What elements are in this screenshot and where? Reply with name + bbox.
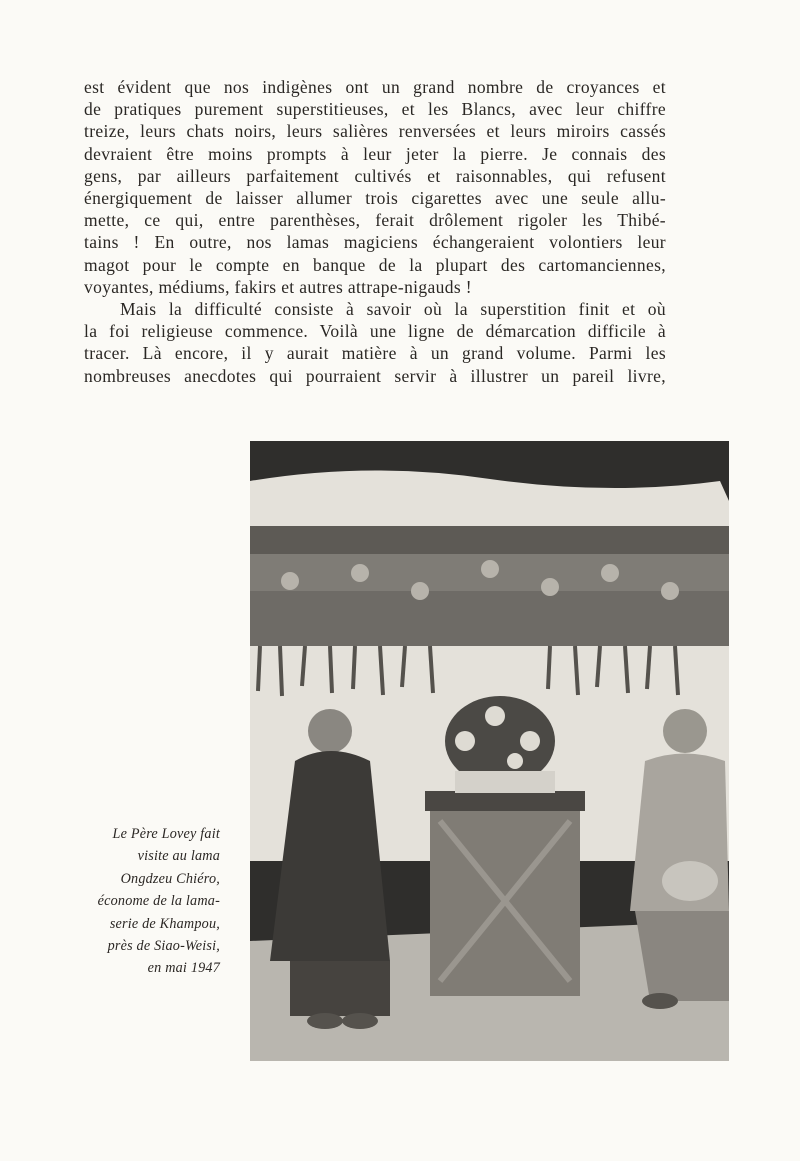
caption-line: en mai 1947 (147, 960, 220, 977)
body-text (84, 76, 666, 387)
photo-flowers (445, 696, 555, 793)
caption-line: serie de Khampou, (109, 915, 220, 932)
body-text-line: de pratiques purement superstitieuses, et les Blancs, avec leur chiffre (84, 99, 666, 120)
body-text-line: tracer. Là encore, il y aurait matière à un grand volume. Parmi les (84, 343, 666, 364)
body-text-line: Mais la difficulté consiste à savoir où la superstition finit et où (120, 299, 666, 320)
body-text-line: treize, leurs chats noirs, leurs salières renversées et leurs miroirs cassés (84, 121, 666, 142)
body-text-line: nombreuses anecdotes qui pourraient servir à illustrer un pareil livre, (84, 365, 666, 386)
body-text-line: mette, ce qui, entre parenthèses, ferait drôlement rigoler les Thibé- (84, 210, 666, 231)
photo-caption (60, 823, 220, 980)
caption-line: visite au lama (137, 848, 220, 865)
body-text-line: tains ! En outre, nos lamas magiciens échangeraient volontiers leur (84, 232, 666, 253)
caption-line: économe de la lama- (97, 893, 220, 910)
photo-table-top (425, 791, 585, 811)
body-text-line: est évident que nos indigènes ont un grand nombre de croyances et (84, 77, 666, 97)
body-text-line: voyantes, médiums, fakirs et autres attrape-nigauds ! (84, 276, 472, 297)
body-text-line: énergiquement de laisser allumer trois cigarettes avec une seule allu- (84, 188, 666, 209)
caption-line: Ongdzeu Chiéro, (120, 870, 220, 887)
photo-illustration (250, 441, 729, 1061)
body-text-line: la foi religieuse commence. Voilà une ligne de démarcation difficile à (84, 321, 666, 342)
body-text-line: devraient être moins prompts à leur jeter la pierre. Je connais des (84, 143, 666, 164)
caption-line: Le Père Lovey fait (112, 826, 220, 842)
caption-line: près de Siao-Weisi, (107, 938, 220, 955)
photograph (250, 441, 729, 1061)
body-text-line: magot pour le compte en banque de la plupart des cartomanciennes, (84, 254, 666, 275)
body-text-line: gens, par ailleurs parfaitement cultivés et raisonnables, qui refusent (84, 165, 666, 186)
